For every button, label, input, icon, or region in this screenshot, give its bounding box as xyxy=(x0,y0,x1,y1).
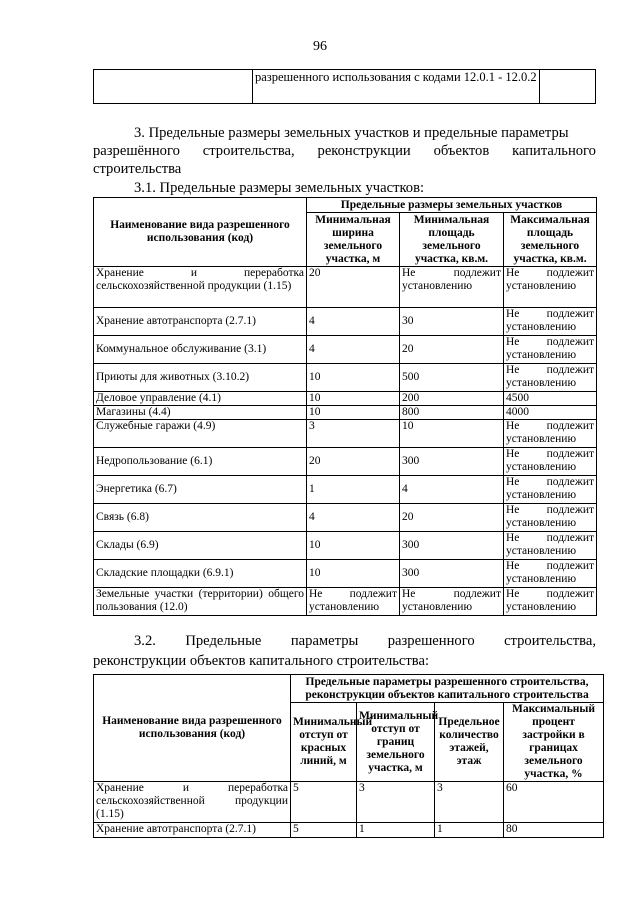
table-cell: 4 xyxy=(307,336,400,364)
table-row xyxy=(94,823,604,838)
table-cell: 1 xyxy=(357,823,435,838)
table-cell: Хранение автотранспорта (2.7.1) xyxy=(94,823,291,838)
table-cell xyxy=(94,70,253,104)
table-cell: 10 xyxy=(307,406,400,420)
column-header: Минимальный отступ от границ земельного участка, м xyxy=(357,703,435,782)
table-cell: Приюты для животных (3.10.2) xyxy=(94,364,307,392)
word: параметры xyxy=(290,633,359,649)
table-cell: 1 xyxy=(307,476,400,504)
table-cell: 300 xyxy=(400,532,504,560)
table-cell: 300 xyxy=(400,448,504,476)
table-cell: Не подлежит установлению xyxy=(504,560,597,588)
table-cell: Хранение и переработка сельскохозяйственной продукции (1.15) xyxy=(94,267,307,308)
subsection-3-1-heading: 3.1. Предельные размеры земельных участков: xyxy=(134,180,425,196)
subsection-3-2-line-1 xyxy=(134,632,596,650)
word: строительства, xyxy=(202,143,295,159)
section-3-line-2 xyxy=(93,142,596,160)
table-cell: 10 xyxy=(400,420,504,448)
table-row xyxy=(94,406,597,420)
table-row xyxy=(94,448,597,476)
table-row xyxy=(94,70,596,104)
page-number: 96 xyxy=(313,39,327,54)
table-row xyxy=(94,532,597,560)
table-row xyxy=(94,476,597,504)
table-row xyxy=(94,420,597,448)
word: строительства, xyxy=(504,633,596,649)
land-plot-size-table xyxy=(93,197,597,616)
group-header: Предельные параметры разрешенного строительства, реконструкции объектов капитального строительства xyxy=(291,675,604,703)
word: объектов xyxy=(433,143,490,159)
table-cell: Деловое управление (4.1) xyxy=(94,392,307,406)
column-header: Наименование вида разрешенного использования (код) xyxy=(94,198,307,267)
table-cell: 3 xyxy=(435,782,504,823)
table-cell: Служебные гаражи (4.9) xyxy=(94,420,307,448)
column-header: Минимальная ширина земельного участка, м xyxy=(307,213,400,267)
section-3-line-1: 3. Предельные размеры земельных участков и предельные параметры xyxy=(134,125,569,141)
table-cell: Не подлежит установлению xyxy=(504,532,597,560)
table-cell: 30 xyxy=(400,308,504,336)
table-row xyxy=(94,308,597,336)
table-cell: 1 xyxy=(435,823,504,838)
table-cell: 4500 xyxy=(504,392,597,406)
table-cell: 10 xyxy=(307,532,400,560)
table-cell: Складские площадки (6.9.1) xyxy=(94,560,307,588)
table-cell: 20 xyxy=(307,267,400,308)
table-row xyxy=(94,588,597,616)
table-cell: Хранение и переработка сельскохозяйственной продукции (1.15) xyxy=(94,782,291,823)
table-row xyxy=(94,267,597,308)
table-cell: 10 xyxy=(307,560,400,588)
table-cell: Связь (6.8) xyxy=(94,504,307,532)
table-cell: 20 xyxy=(307,448,400,476)
table-cell: Энергетика (6.7) xyxy=(94,476,307,504)
table-cell: 80 xyxy=(504,823,604,838)
column-header: Максимальная площадь земельного участка, кв.м. xyxy=(504,213,597,267)
table-header-row xyxy=(94,198,597,213)
word: разрешенного xyxy=(387,633,475,649)
table-cell: 200 xyxy=(400,392,504,406)
table-cell: 4000 xyxy=(504,406,597,420)
table-cell: 500 xyxy=(400,364,504,392)
word: 3.2. xyxy=(134,633,156,649)
continuation-table xyxy=(93,69,596,104)
table-cell: Не подлежит установлению xyxy=(307,588,400,616)
word: Предельные xyxy=(185,633,262,649)
table-cell: 4 xyxy=(400,476,504,504)
construction-parameters-table xyxy=(93,674,604,838)
table-cell: Коммунальное обслуживание (3.1) xyxy=(94,336,307,364)
table-cell: Не подлежит установлению xyxy=(504,364,597,392)
table-cell: разрешенного использования с кодами 12.0.1 - 12.0.2 xyxy=(253,70,540,104)
table-cell: Недропользование (6.1) xyxy=(94,448,307,476)
table-cell: 3 xyxy=(307,420,400,448)
table-cell: Не подлежит установлению xyxy=(400,588,504,616)
table-cell: 4 xyxy=(307,308,400,336)
word: разрешённого xyxy=(93,143,180,159)
table-cell: Магазины (4.4) xyxy=(94,406,307,420)
word: капитального xyxy=(512,143,596,159)
table-cell: 3 xyxy=(357,782,435,823)
table-cell: 10 xyxy=(307,364,400,392)
table-cell: Не подлежит установлению xyxy=(504,336,597,364)
table-cell: Не подлежит установлению xyxy=(504,504,597,532)
word: реконструкции xyxy=(317,143,411,159)
table-cell: 10 xyxy=(307,392,400,406)
table-row xyxy=(94,392,597,406)
table-cell: 20 xyxy=(400,336,504,364)
table-cell: Не подлежит установлению xyxy=(400,267,504,308)
table-cell: 5 xyxy=(291,782,357,823)
column-header: Минимальная площадь земельного участка, кв.м. xyxy=(400,213,504,267)
table-row xyxy=(94,336,597,364)
table-header-row xyxy=(94,675,604,703)
table-row xyxy=(94,364,597,392)
table-cell: Не подлежит установлению xyxy=(504,476,597,504)
column-header: Наименование вида разрешенного использования (код) xyxy=(94,675,291,782)
table-cell: 300 xyxy=(400,560,504,588)
column-header: Минимальный отступ от красных линий, м xyxy=(291,703,357,782)
table-row xyxy=(94,504,597,532)
table-cell: 5 xyxy=(291,823,357,838)
column-header: Максимальный процент застройки в границах земельного участка, % xyxy=(504,703,604,782)
table-cell: Не подлежит установлению xyxy=(504,588,597,616)
section-3-line-3: строительства xyxy=(93,161,182,177)
table-cell: Земельные участки (территории) общего пользования (12.0) xyxy=(94,588,307,616)
table-cell: Склады (6.9) xyxy=(94,532,307,560)
table-cell: Не подлежит установлению xyxy=(504,420,597,448)
group-header: Предельные размеры земельных участков xyxy=(307,198,597,213)
table-cell: Не подлежит установлению xyxy=(504,267,597,308)
table-row xyxy=(94,782,604,823)
table-row xyxy=(94,560,597,588)
column-header: Предельное количество этажей, этаж xyxy=(435,703,504,782)
table-cell: Хранение автотранспорта (2.7.1) xyxy=(94,308,307,336)
table-cell: 800 xyxy=(400,406,504,420)
table-cell: 20 xyxy=(400,504,504,532)
table-cell: Не подлежит установлению xyxy=(504,308,597,336)
table-cell: 60 xyxy=(504,782,604,823)
table-cell xyxy=(540,70,596,104)
subsection-3-2-line-2: реконструкции объектов капитального строительства: xyxy=(93,653,429,669)
table-cell: Не подлежит установлению xyxy=(504,448,597,476)
table-cell: 4 xyxy=(307,504,400,532)
